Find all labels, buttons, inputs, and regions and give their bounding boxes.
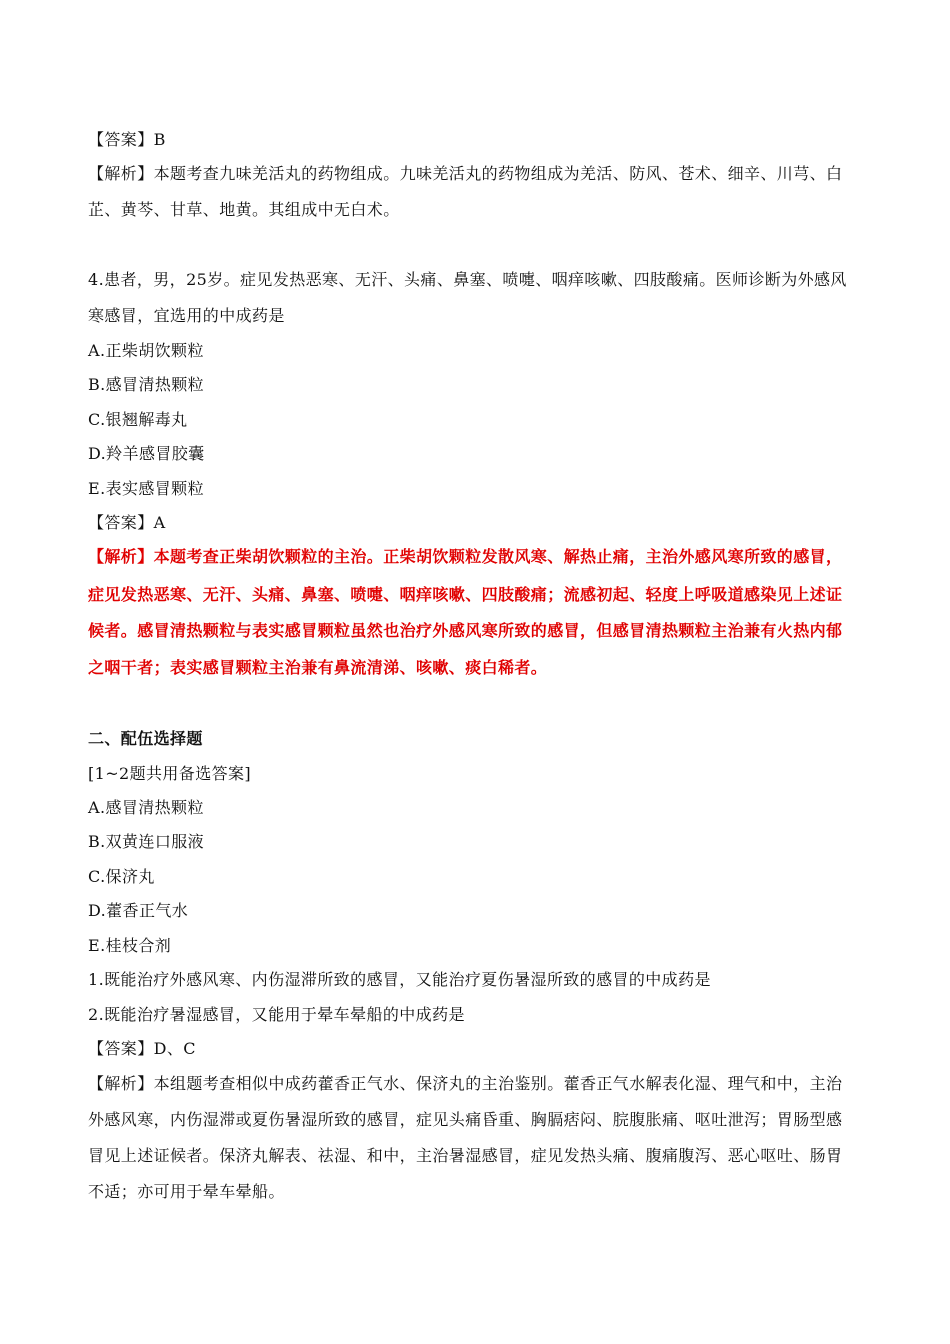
s2-analysis-line-1: 【解析】本组题考查相似中成药藿香正气水、保济丸的主治鉴别。藿香正气水解表化湿、理气和中，主治 bbox=[88, 1074, 843, 1093]
q4-analysis-line-4: 之咽干者；表实感冒颗粒主治兼有鼻流清涕、咳嗽、痰白稀者。 bbox=[88, 658, 548, 677]
s2-option-d: D.藿香正气水 bbox=[88, 901, 189, 920]
q4-analysis-line-2: 症见发热恶寒、无汗、头痛、鼻塞、喷嚏、咽痒咳嗽、四肢酸痛；流感初起、轻度上呼吸道感染见上述证 bbox=[88, 585, 843, 604]
group-note: [1~2题共用备选答案] bbox=[88, 764, 252, 783]
s2-option-c: C.保济丸 bbox=[88, 867, 155, 886]
s2-answer: 【答案】D、C bbox=[88, 1039, 196, 1058]
q4-option-b: B.感冒清热颗粒 bbox=[88, 375, 205, 394]
q3-answer: 【答案】B bbox=[88, 130, 166, 149]
q3-analysis-line-2: 芷、黄芩、甘草、地黄。其组成中无白术。 bbox=[88, 200, 400, 219]
q4-analysis-line-1: 【解析】本题考查正柴胡饮颗粒的主治。正柴胡饮颗粒发散风寒、解热止痛，主治外感风寒所致的感冒， bbox=[88, 547, 843, 566]
q4-option-e: E.表实感冒颗粒 bbox=[88, 479, 204, 498]
q4-stem-line-2: 寒感冒，宜选用的中成药是 bbox=[88, 306, 285, 325]
s2-question-1: 1.既能治疗外感风寒、内伤湿滞所致的感冒，又能治疗夏伤暑湿所致的感冒的中成药是 bbox=[88, 970, 711, 989]
s2-option-a: A.感冒清热颗粒 bbox=[88, 798, 204, 817]
s2-question-2: 2.既能治疗暑湿感冒，又能用于晕车晕船的中成药是 bbox=[88, 1005, 465, 1024]
s2-analysis-line-2: 外感风寒，内伤湿滞或夏伤暑湿所致的感冒，症见头痛昏重、胸膈痞闷、脘腹胀痛、呕吐泄泻；胃肠型感 bbox=[88, 1110, 843, 1129]
q4-analysis-line-3: 候者。感冒清热颗粒与表实感冒颗粒虽然也治疗外感风寒所致的感冒，但感冒清热颗粒主治兼有火热内郁 bbox=[88, 621, 843, 640]
s2-analysis-line-3: 冒见上述证候者。保济丸解表、祛湿、和中，主治暑湿感冒，症见发热头痛、腹痛腹泻、恶心呕吐、肠胃 bbox=[88, 1146, 843, 1165]
q4-option-a: A.正柴胡饮颗粒 bbox=[88, 341, 204, 360]
q3-analysis-line-1: 【解析】本题考查九味羌活丸的药物组成。九味羌活丸的药物组成为羌活、防风、苍术、细辛、川芎、白 bbox=[88, 164, 843, 183]
q4-option-d: D.羚羊感冒胶囊 bbox=[88, 444, 205, 463]
s2-option-e: E.桂枝合剂 bbox=[88, 936, 172, 955]
q4-answer: 【答案】A bbox=[88, 513, 166, 532]
q4-stem-line-1: 4.患者，男，25岁。症见发热恶寒、无汗、头痛、鼻塞、喷嚏、咽痒咳嗽、四肢酸痛。医师诊断为外感风 bbox=[88, 270, 847, 289]
q4-option-c: C.银翘解毒丸 bbox=[88, 410, 188, 429]
s2-analysis-line-4: 不适；亦可用于晕车晕船。 bbox=[88, 1182, 285, 1201]
section-heading: 二、配伍选择题 bbox=[88, 729, 203, 748]
s2-option-b: B.双黄连口服液 bbox=[88, 832, 205, 851]
